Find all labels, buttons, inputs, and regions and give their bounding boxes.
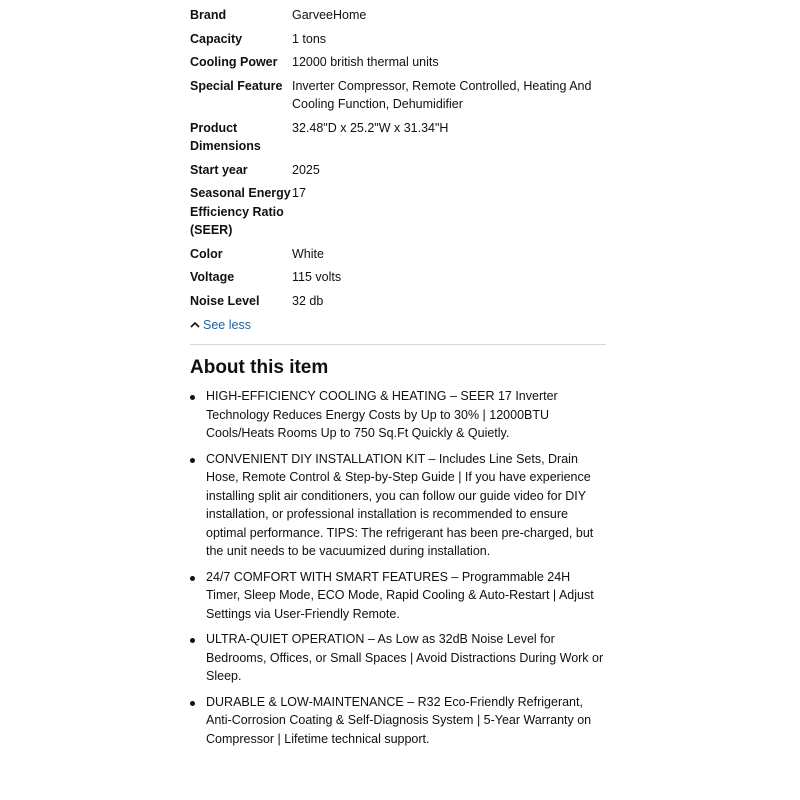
spec-value: 32 db (292, 293, 324, 308)
spec-row-noise-level (190, 292, 606, 316)
spec-row-seer (190, 184, 606, 245)
bullet-text: CONVENIENT DIY INSTALLATION KIT – Includes Line Sets, Drain Hose, Remote Control & Step-by-Step Guide | If you have experience installing split air conditioners, you can follow our guide video for DIY installation, or professional installation is recommended to ensure optimal performance. TIPS: The refrigerant has been pre-charged, but the unit needs to be vacuumized during installation. (206, 451, 594, 558)
see-less-link[interactable] (190, 318, 606, 332)
spec-value: 17 (292, 186, 306, 200)
spec-label: Start year (190, 162, 248, 177)
bullet-dot-icon (190, 395, 195, 400)
section-divider (190, 344, 606, 345)
spec-label: Product Dimensions (190, 120, 261, 153)
spec-value: 2025 (292, 162, 320, 177)
product-details-panel (190, 0, 606, 755)
chevron-up-icon (190, 321, 200, 329)
list-item (190, 450, 606, 561)
list-item (190, 630, 606, 686)
spec-row-capacity (190, 30, 606, 54)
spec-value: Inverter Compressor, Remote Controlled, Heating And Cooling Function, Dehumidifier (292, 78, 592, 111)
spec-value: GarveeHome (292, 8, 367, 22)
spec-row-color (190, 245, 606, 269)
about-heading: About this item (190, 357, 329, 378)
list-item (190, 568, 606, 624)
bullet-text: HIGH-EFFICIENCY COOLING & HEATING – SEER 17 Inverter Technology Reduces Energy Costs by Up to 30% | 12000BTU Cools/Heats Rooms Up to 750 Sq.Ft Quickly & Quietly. (206, 389, 558, 440)
spec-value: 32.48"D x 25.2"W x 31.34"H (292, 120, 449, 135)
bullet-text: ULTRA-QUIET OPERATION – As Low as 32dB Noise Level for Bedrooms, Offices, or Small Spaces | Avoid Distractions During Work or Sleep. (206, 632, 604, 683)
spec-row-cooling-power (190, 53, 606, 77)
spec-label: Brand (190, 8, 227, 22)
list-item (190, 387, 606, 443)
bullet-dot-icon (190, 576, 195, 581)
spec-label: Special Feature (190, 78, 283, 93)
spec-value: 12000 british thermal units (292, 55, 439, 69)
spec-label: Seasonal Energy Efficiency Ratio (SEER) (190, 186, 291, 237)
spec-row-start-year (190, 161, 606, 185)
spec-value: 1 tons (292, 31, 327, 46)
spec-label: Noise Level (190, 293, 260, 308)
spec-value: White (292, 246, 324, 261)
bullet-dot-icon (190, 701, 195, 706)
spec-row-special-feature (190, 77, 606, 119)
spec-label: Cooling Power (190, 55, 278, 69)
about-bullet-list (190, 387, 606, 748)
see-less-label: See less (203, 318, 251, 332)
list-item (190, 693, 606, 749)
spec-row-product-dimensions (190, 119, 606, 161)
spec-label: Voltage (190, 270, 235, 284)
spec-row-voltage (190, 268, 606, 292)
product-specs-table (190, 6, 606, 315)
bullet-dot-icon (190, 458, 195, 463)
spec-value: 115 volts (292, 270, 342, 284)
bullet-text: DURABLE & LOW-MAINTENANCE – R32 Eco-Friendly Refrigerant, Anti-Corrosion Coating & Self-Diagnosis System | 5-Year Warranty on Compressor | Lifetime technical support. (206, 694, 592, 746)
spec-label: Capacity (190, 31, 243, 46)
spec-label: Color (190, 246, 223, 261)
bullet-text: 24/7 COMFORT WITH SMART FEATURES – Programmable 24H Timer, Sleep Mode, ECO Mode, Rapid Cooling & Auto-Restart | Adjust Settings via User-Friendly Remote. (206, 569, 594, 621)
spec-row-brand (190, 6, 606, 30)
bullet-dot-icon (190, 638, 195, 643)
